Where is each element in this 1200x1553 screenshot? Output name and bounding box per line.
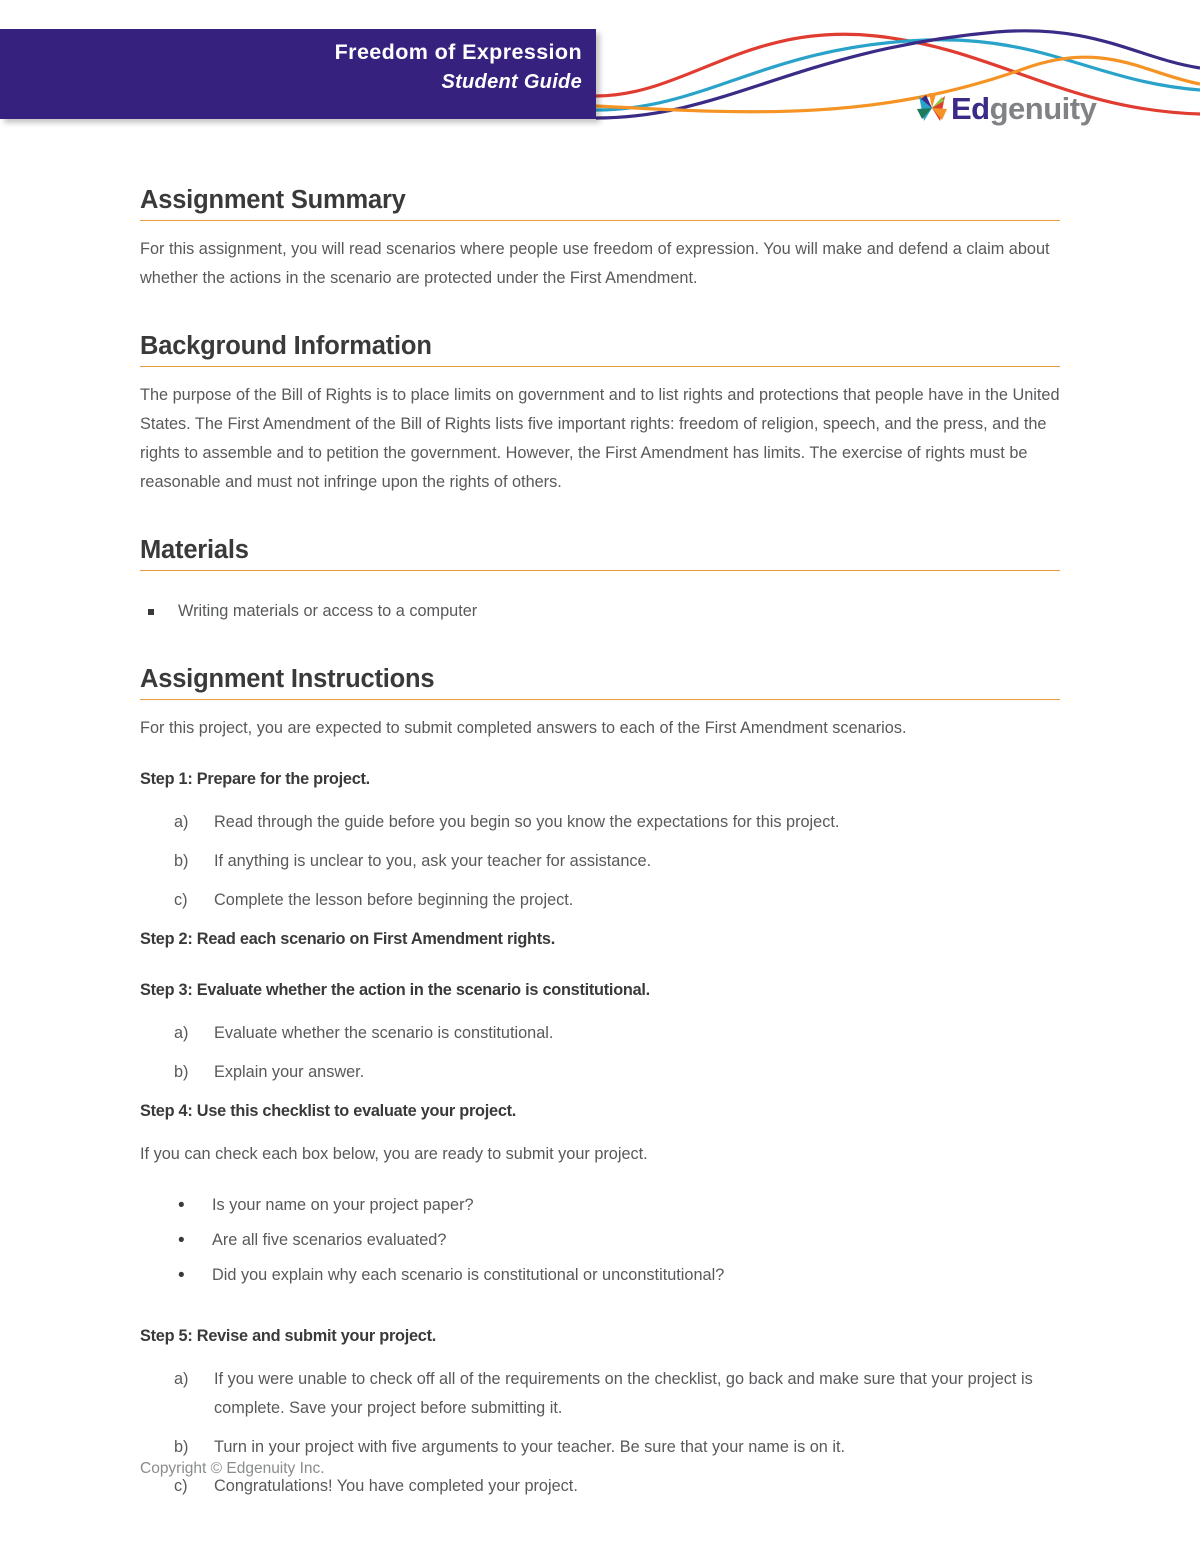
section-heading: Assignment Instructions [140,664,1060,700]
list-marker: a) [174,1370,189,1388]
document-title: Freedom of Expression [334,40,582,64]
list-item [140,886,1060,915]
document-body [140,185,1060,1539]
list-item-text: Turn in your project with five arguments to your teacher. Be sure that your name is on it. [214,1438,846,1456]
list-item: • Did you explain why each scenario is constitutional or unconstitutional? [140,1261,1060,1290]
list-marker: b) [174,1438,189,1456]
list-item [140,1433,1060,1462]
list-item [140,1058,1060,1087]
list-item [140,1365,1060,1423]
decorative-wave-lines-icon [596,18,1200,130]
list-item [140,847,1060,876]
step-3-items [140,1019,1060,1087]
list-item: Writing materials or access to a computer [140,597,1060,626]
logo-text-genuity: genuity [989,90,1097,126]
list-marker: b) [174,1063,189,1081]
edgenuity-x-starburst-icon [915,91,949,125]
step-1-items [140,808,1060,915]
list-item-text: Explain your answer. [214,1063,365,1081]
list-item-text: Evaluate whether the scenario is constitutional. [214,1024,554,1042]
list-marker: a) [174,813,189,831]
step-5-items [140,1365,1060,1501]
footer-copyright: Copyright © Edgenuity Inc. [140,1460,325,1477]
list-item-text: Congratulations! You have completed your project. [214,1477,578,1495]
section-paragraph: The purpose of the Bill of Rights is to place limits on government and to list rights and protections that people have in the United States. The First Amendment of the Bill of Rights lists five important rights: freedom of religion, speech, and the press, and the rights to assemble and to petition the government. However, the First Amendment has limits. The exercise of rights must be reasonable and must not infringe upon the rights of others. [140,386,1060,491]
materials-list [140,597,1060,626]
section-heading: Materials [140,535,1060,571]
list-item-text: Read through the guide before you begin so you know the expectations for this project. [214,813,840,831]
list-marker: c) [174,891,188,909]
list-item [140,808,1060,837]
step-heading-4: Step 4: Use this checklist to evaluate your project. [140,1102,517,1120]
list-item-text: If anything is unclear to you, ask your teacher for assistance. [214,852,652,870]
instructions-intro: For this project, you are expected to submit completed answers to each of the First Amendment scenarios. [140,719,907,737]
section-materials [140,535,1060,626]
logo-text-ed: Ed [951,90,990,126]
checklist-intro: If you can check each box below, you are ready to submit your project. [140,1145,648,1163]
list-item: • Is your name on your project paper? [140,1191,1060,1220]
section-background-information [140,331,1060,497]
section-assignment-instructions [140,664,1060,1501]
step-heading-5: Step 5: Revise and submit your project. [140,1327,437,1345]
list-item [140,1019,1060,1048]
page-header [0,0,1200,140]
list-item-text: If you were unable to check off all of the requirements on the checklist, go back and make sure that your project is complete. Save your project before submitting it. [214,1370,1033,1417]
document-subtitle: Student Guide [441,71,582,93]
section-heading: Background Information [140,331,1060,367]
list-item: • Are all five scenarios evaluated? [140,1226,1060,1255]
section-assignment-summary [140,185,1060,293]
section-paragraph: For this assignment, you will read scenarios where people use freedom of expression. You will make and defend a claim about whether the actions in the scenario are protected under the First Amendment. [140,240,1050,287]
list-marker: b) [174,852,189,870]
section-heading: Assignment Summary [140,185,1060,221]
list-marker: c) [174,1477,188,1495]
project-checklist [140,1191,1060,1290]
step-heading-1: Step 1: Prepare for the project. [140,770,370,788]
list-item-text: Complete the lesson before beginning the project. [214,891,574,909]
edgenuity-logo [915,88,1096,128]
step-heading-3: Step 3: Evaluate whether the action in the scenario is constitutional. [140,981,650,999]
step-heading-2: Step 2: Read each scenario on First Amendment rights. [140,930,555,948]
list-marker: a) [174,1024,189,1042]
title-banner [0,29,596,119]
